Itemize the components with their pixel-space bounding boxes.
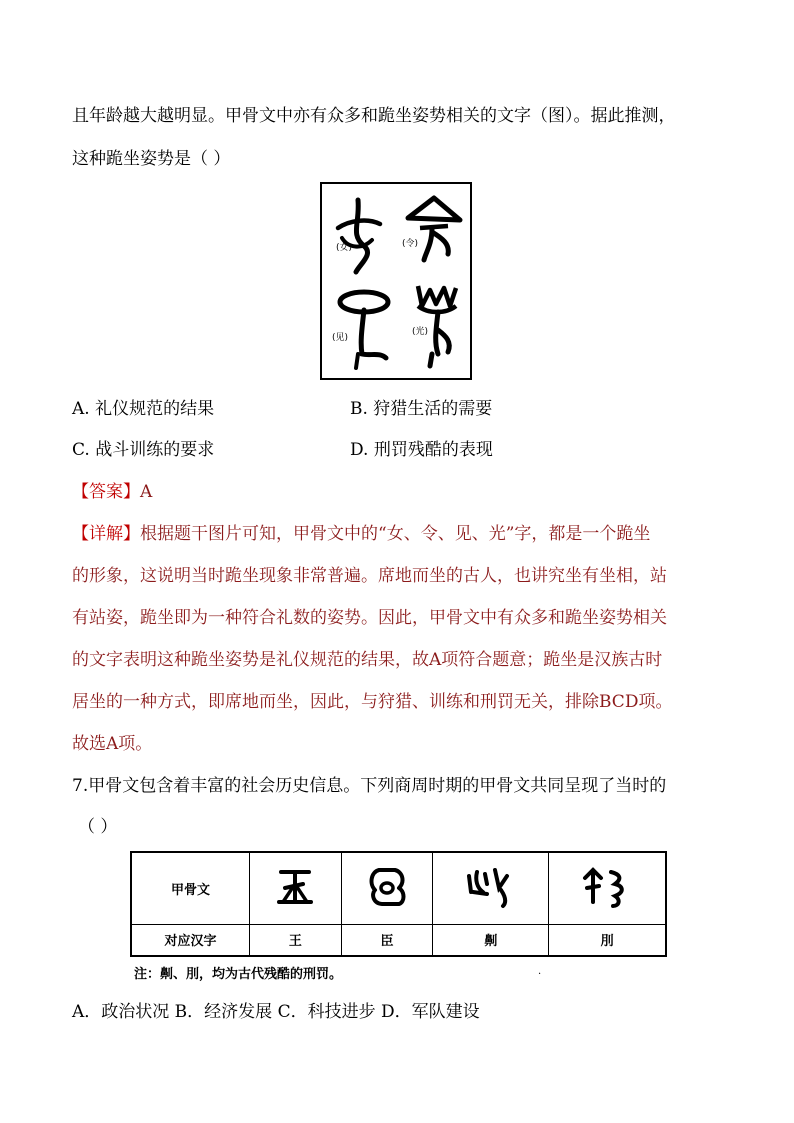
table-char-chen: 臣 (341, 924, 433, 956)
answer-label: 【答案】 (72, 482, 140, 502)
q6-option-c: C. 战斗训练的要求 (72, 440, 215, 460)
q6-stem-line2: 这种跪坐姿势是（ ） (72, 149, 231, 169)
q7-options: A．政治状况 B．经济发展 C．科技进步 D．军队建设 (72, 1002, 480, 1022)
detail-label: 【详解】 (72, 524, 140, 544)
table-cell-oracle-yi (433, 852, 549, 924)
stray-dot: . (538, 966, 542, 977)
glyph-label-guang: (光) (412, 327, 429, 337)
q6-option-d: D. 刑罚残酷的表现 (350, 440, 493, 460)
oracle-chen-icon (365, 862, 409, 910)
q6-detail-line4: 的文字表明这种跪坐姿势是礼仪规范的结果，故A项符合题意；跪坐是汉族古时 (72, 650, 663, 670)
q7-stem-line2: （ ） (78, 817, 118, 837)
q6-detail-line2: 的形象，这说明当时跪坐现象非常普遍。席地而坐的古人，也讲究坐有坐相，站 (72, 566, 667, 586)
q6-answer (72, 480, 152, 504)
q6-detail-line1 (72, 522, 650, 546)
oracle-yi-icon (463, 862, 519, 910)
table-char-yi: 劓 (433, 924, 549, 956)
table-char-wang: 王 (250, 924, 342, 956)
table-header-chinese: 对应汉字 (131, 924, 250, 956)
oracle-wang-icon (273, 862, 317, 910)
q6-detail-line5: 居坐的一种方式，即席地而坐，因此，与狩猎、训练和刑罚无关，排除BCD项。 (72, 692, 673, 712)
glyph-label-jian: (见) (332, 333, 349, 343)
q6-detail-line3: 有站姿，跪坐即为一种符合礼数的姿势。因此，甲骨文中有众多和跪坐姿势相关 (72, 608, 667, 628)
oracle-kneeling-figure (320, 182, 472, 380)
oracle-glyph-ling-icon (402, 192, 466, 272)
q7-stem-line1: 7.甲骨文包含着丰富的社会历史信息。下列商周时期的甲骨文共同呈现了当时的 (72, 776, 667, 796)
table-cell-oracle-yue (549, 852, 666, 924)
oracle-yue-icon (579, 862, 635, 910)
table-cell-oracle-chen (341, 852, 433, 924)
glyph-label-ling: (令) (402, 239, 419, 249)
table-note: 注：劓、刖，均为古代残酷的刑罚。 (134, 967, 343, 982)
q6-option-a: A. 礼仪规范的结果 (72, 399, 215, 419)
table-cell-oracle-wang (250, 852, 342, 924)
oracle-glyph-nv-icon (330, 194, 390, 284)
table-header-oracle: 甲骨文 (131, 852, 250, 924)
q6-option-b: B. 狩猎生活的需要 (350, 399, 493, 419)
answer-value: A (140, 482, 153, 502)
q6-detail-line6: 故选A项。 (72, 734, 153, 754)
detail-text: 根据题干图片可知，甲骨文中的“女、令、见、光”字，都是一个跪坐 (140, 524, 651, 544)
oracle-character-table (130, 851, 667, 957)
glyph-label-nv: (女) (336, 243, 353, 253)
table-char-yue: 刖 (549, 924, 666, 956)
q6-stem-line1: 且年龄越大越明显。甲骨文中亦有众多和跪坐姿势相关的文字（图）。据此推测， (72, 106, 676, 126)
